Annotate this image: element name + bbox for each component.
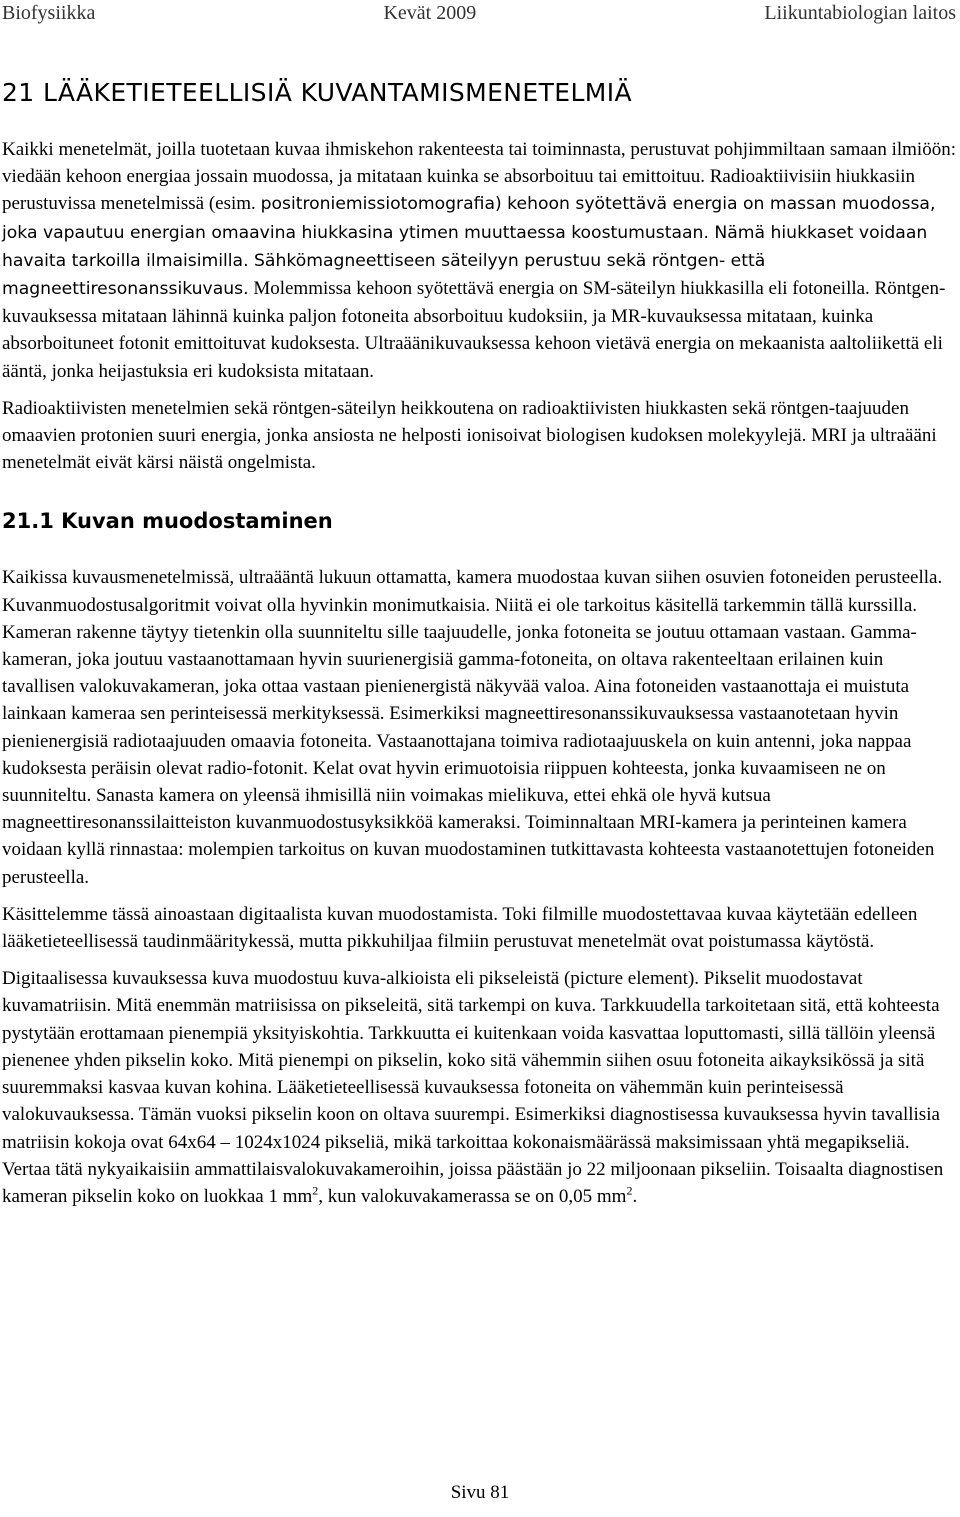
paragraph-radiation: Radioaktiivisten menetelmien sekä röntgen-säteilyn heikkoutena on radioaktiivisten hiukkasten sekä röntgen-taajuuden omaavien protonien suuri energia, jonka ansiosta ne helposti ionisoivat biologisen kudoksen molekyylejä. MRI ja ultraääni menetelmät eivät kärsi näistä ongelmista. <box>2 397 937 474</box>
pixels-text-b: , kun valokuvakamerassa se on 0,05 mm <box>318 1185 627 1207</box>
intro-paragraph <box>2 136 956 385</box>
paragraph-digital: Käsittelemme tässä ainoastaan digitaalista kuvan muodostamista. Toki filmille muodostettavaa kuvaa käytetään edelleen lääketieteellisessä taudinmääritykessä, mutta pikkuhiljaa filmiin perustuvat menetelmät ovat poistumassa käytöstä. <box>2 903 918 953</box>
superscript-a: 2 <box>312 1183 319 1198</box>
intro-text-1: Kaikki menetelmät, joilla tuotetaan kuvaa ihmiskehon rakenteesta tai toiminnasta, perustuvat pohjimmiltaan samaan ilmiöön: viedään kehoon energiaa jossain muodossa, ja mitataan kuinka se absorboituu tai emittoituu. Radioaktiivisiin hiukkasiin perustuvissa menetelmissä (esim. <box>2 139 956 215</box>
header-department: Liikuntabiologian laitos <box>764 2 956 24</box>
paragraph-imaging: Kaikissa kuvausmenetelmissä, ultraääntä lukuun ottamatta, kamera muodostaa kuvan siihen osuvien fotoneiden perusteella. Kuvanmuodostusalgoritmit voivat olla hyvinkin monimutkaisia. Niitä ei ole tarkoitus käsitellä tarkemmin tällä kurssilla. Kameran rakenne täytyy tietenkin olla suunniteltu sille taajuudelle, jonka fotoneita se joutuu ottamaan vastaan. Gamma-kameran, joka joutuu vastaanottamaan hyvin suurienergisiä gamma-fotoneita, on oltava rakenteeltaan erilainen kuin tavallisen valokuvakameran, joka ottaa vastaan pienienergistä näkyvää valoa. Aina fotoneiden vastaanottaja ei muistuta lainkaan kameraa sen perinteisessä merkityksessä. Esimerkiksi magneettiresonanssikuvauksessa vastaanotetaan hyvin pienienergisiä radiotaajuuden omaavia fotoneita. Vastaanottajana toimiva radiotaajuuskela on kuin antenni, joka nappaa kudoksesta peräisin olevat radio-fotonit. Kelat ovat hyvin erimuotoisia riippuen kohteesta, jonka kuvaamiseen ne on suunniteltu. Sanasta kamera on yleensä ihmisillä niin voimakas mielikuva, ettei ehkä ole hyvä kutsua magneettiresonanssilaitteiston kuvanmuodostusyksikköä kameraksi. Toiminnaltaan MRI-kamera ja perinteinen kamera voidaan kyllä rinnastaa: molempien tarkoitus on kuvan muodostaminen tutkittavasta kohteesta vastaanotettujen fotoneiden perusteella. <box>2 567 943 888</box>
paragraph-pixels <box>2 965 956 1210</box>
running-header <box>2 0 956 30</box>
pixels-text-c: . <box>632 1185 638 1207</box>
page-number: Sivu 81 <box>450 1482 510 1503</box>
section-title: 21.1 Kuvan muodostaminen <box>2 509 333 534</box>
pixels-text-a: Digitaalisessa kuvauksessa kuva muodostuu kuva-alkioista eli pikseleistä (picture element). Pikselit muodostavat kuvamatriisin. Mitä enemmän matriisissa on pikseleitä, sitä tarkempi on kuva. Tarkkuudella tarkoitetaan sitä, että kohteesta pystytään erottamaan pienempiä yksityiskohtia. Tarkkuutta ei kuitenkaan voida kasvattaa loputtomasti, sillä tällöin yleensä pienenee yhden pikselin koko. Mitä pienempi on pikselin, koko sitä vähemmin siihen osuu fotoneita aikayksikössä ja sitä suuremmaksi kasvaa kuvan kohina. Lääketieteellisessä kuvauksessa fotoneita on vähemmän kuin perinteisessä valokuvauksessa. Tämän vuoksi pikselin koon on oltava suurempi. Esimerkiksi diagnostisessa kuvauksessa hyvin tavallisia matriisin kokoja ovat 64x64 – 1024x1024 pikseliä, mikä tarkoittaa kokonaismäärässä maksimissaan yhtä megapikseliä. Vertaa tätä nykyaikaisiin ammattilaisvalokuvakameroihin, joissa päästään jo 22 miljoonaan pikseliin. Toisaalta diagnostisen kameran pikselin koko on luokkaa 1 mm <box>2 968 944 1207</box>
header-course: Biofysiikka <box>2 2 96 24</box>
intro-text-3: Molemmissa kehoon syötettävä energia on SM-säteilyn hiukkasilla eli fotoneilla. Röntgen-kuvauksessa mitataan lähinnä kuinka paljon fotoneita absorboituu kudoksiin, ja MR-kuvauksessa mitataan, kuinka absorboituneet fotonit emittoituvat kudoksesta. Ultraäänikuvauksessa kehoon vietävä energia on mekaanista aaltoliikettä eli ääntä, jonka heijastuksia eri kudoksista mitataan. <box>2 278 946 382</box>
superscript-b: 2 <box>626 1183 633 1198</box>
header-term: Kevät 2009 <box>383 2 477 24</box>
intro-text-2: positroniemissiotomografia) kehoon syötettävä energia on massan muodossa, joka vapautuu energian omaavina hiukkasina ytimen muuttaessa koostumustaan. Nämä hiukkaset voidaan havaita tarkoilla ilmaisimilla. Sähkömagneettiseen säteilyyn perustuu sekä röntgen- että magneettiresonanssikuvaus. <box>2 194 936 300</box>
chapter-title: 21 LÄÄKETIETEELLISIÄ KUVANTAMISMENETELMIÄ <box>2 78 633 107</box>
